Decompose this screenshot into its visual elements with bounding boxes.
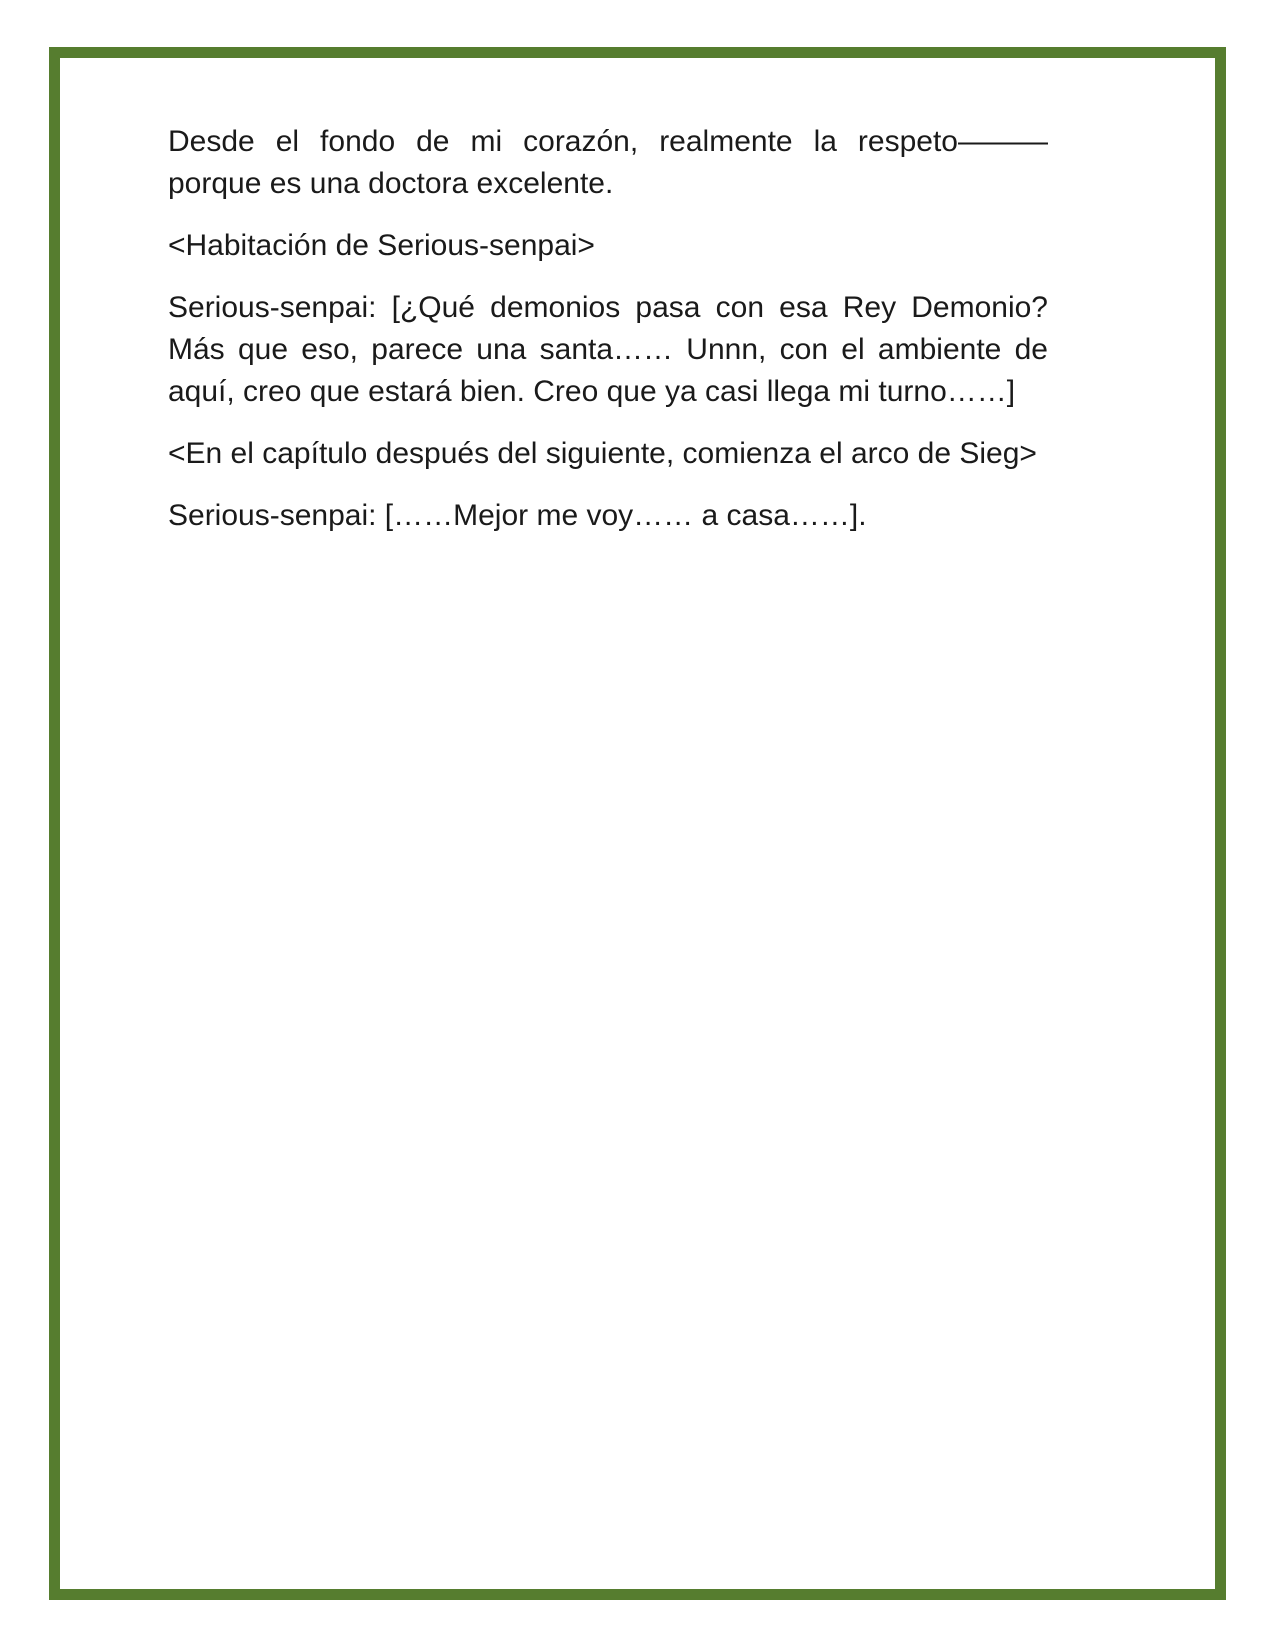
document-content xyxy=(168,121,1057,557)
paragraph-narration: Desde el fondo de mi corazón, realmente la respeto——— porque es una doctora excelente. xyxy=(168,125,1057,200)
paragraph-scene-heading-capitulo: <En el capítulo después del siguiente, comienza el arco de Sieg> xyxy=(168,437,1037,470)
paragraph-dialogue-serious-senpai-1: Serious-senpai: [¿Qué demonios pasa con esa Rey Demonio? Más que eso, parece una santa…… Unnn, con el ambiente de aquí, creo que estará bien. Creo que ya casi llega mi turno……] xyxy=(168,291,1057,408)
paragraph-dialogue-serious-senpai-2: Serious-senpai: [……Mejor me voy…… a casa……]. xyxy=(168,499,867,532)
paragraph-scene-heading-habitacion: <Habitación de Serious-senpai> xyxy=(168,229,595,262)
